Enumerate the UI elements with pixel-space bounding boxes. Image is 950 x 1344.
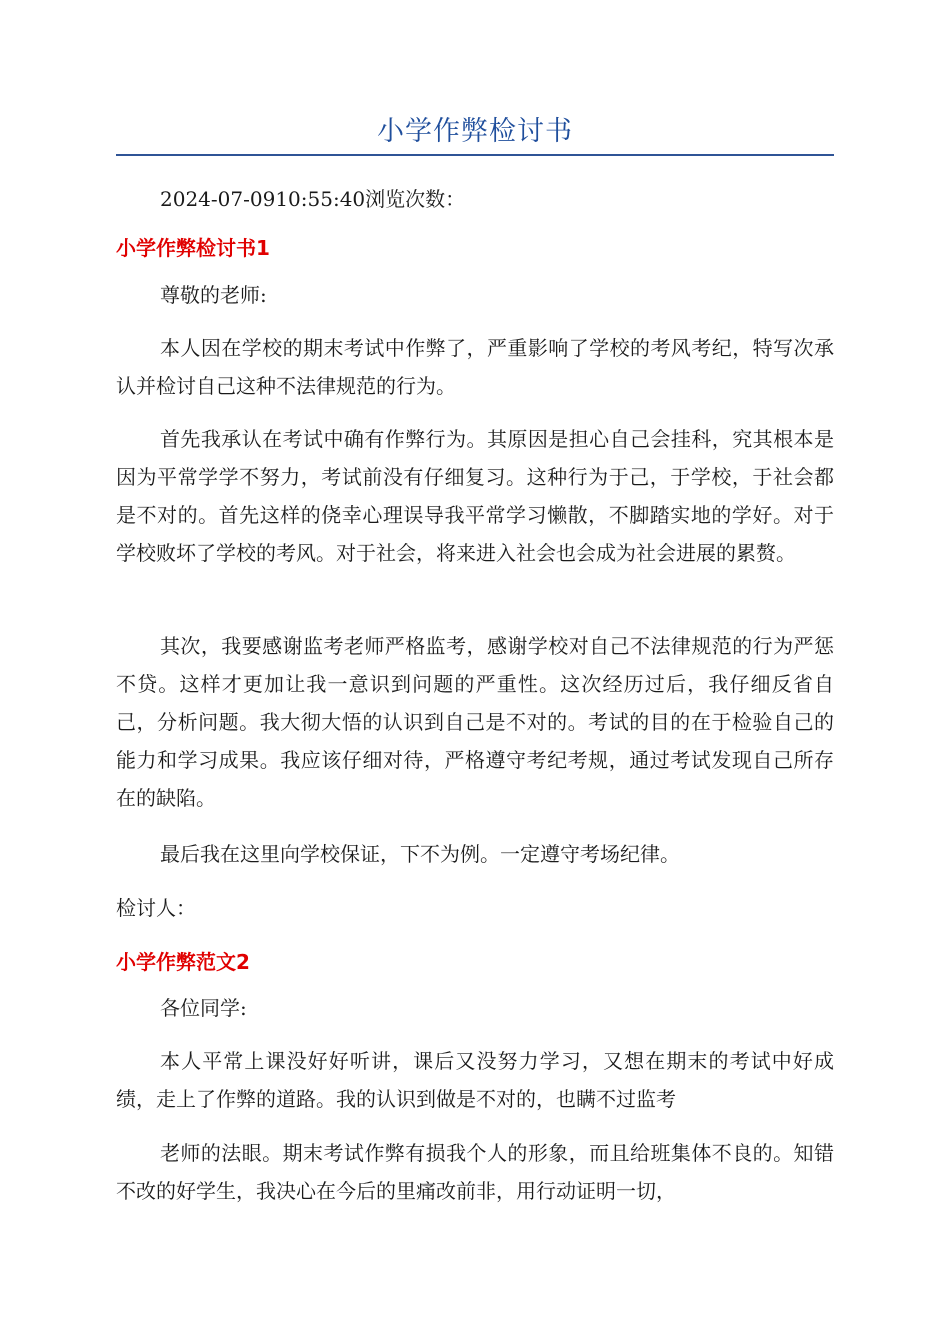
meta-line: 2024-07-0910:55:40浏览次数：	[160, 187, 466, 211]
title-divider	[116, 154, 834, 156]
signature-line: 检讨人：	[116, 896, 196, 920]
salutation-1: 尊敬的老师:	[160, 283, 267, 307]
paragraph-1-4: 最后我在这里向学校保证，下不为例。一定遵守考场纪律。	[160, 842, 680, 866]
salutation-2: 各位同学:	[160, 996, 247, 1020]
document-title: 小学作弊检讨书	[377, 116, 573, 147]
paragraph-1-2: 首先我承认在考试中确有作弊行为。其原因是担心自己会挂科，究其根本是因为平常学学不努力，考试前没有仔细复习。这种行为于己，于学校，于社会都是不对的。首先这样的侥幸心理误导我平常学习懒散，不脚踏实地的学好。对于学校败坏了学校的考风。对于社会，将来进入社会也会成为社会进展的累赘。	[116, 427, 834, 565]
section-heading-2: 小学作弊范文2	[116, 950, 250, 974]
section-heading-1: 小学作弊检讨书1	[116, 236, 270, 260]
paragraph-2-2: 老师的法眼。期末考试作弊有损我个人的形象，而且给班集体不良的。知错不改的好学生，我决心在今后的里痛改前非，用行动证明一切，	[116, 1141, 834, 1203]
paragraph-1-3: 其次，我要感谢监考老师严格监考，感谢学校对自己不法律规范的行为严惩不贷。这样才更加让我一意识到问题的严重性。这次经历过后，我仔细反省自己，分析问题。我大彻大悟的认识到自己是不对的。考试的目的在于检验自己的能力和学习成果。我应该仔细对待，严格遵守考纪考规，通过考试发现自己所存在的缺陷。	[116, 634, 834, 810]
paragraph-1-1: 本人因在学校的期末考试中作弊了，严重影响了学校的考风考纪，特写次承认并检讨自己这种不法律规范的行为。	[116, 336, 834, 398]
paragraph-2-1: 本人平常上课没好好听讲，课后又没努力学习，又想在期末的考试中好成绩，走上了作弊的道路。我的认识到做是不对的，也瞒不过监考	[116, 1049, 834, 1111]
